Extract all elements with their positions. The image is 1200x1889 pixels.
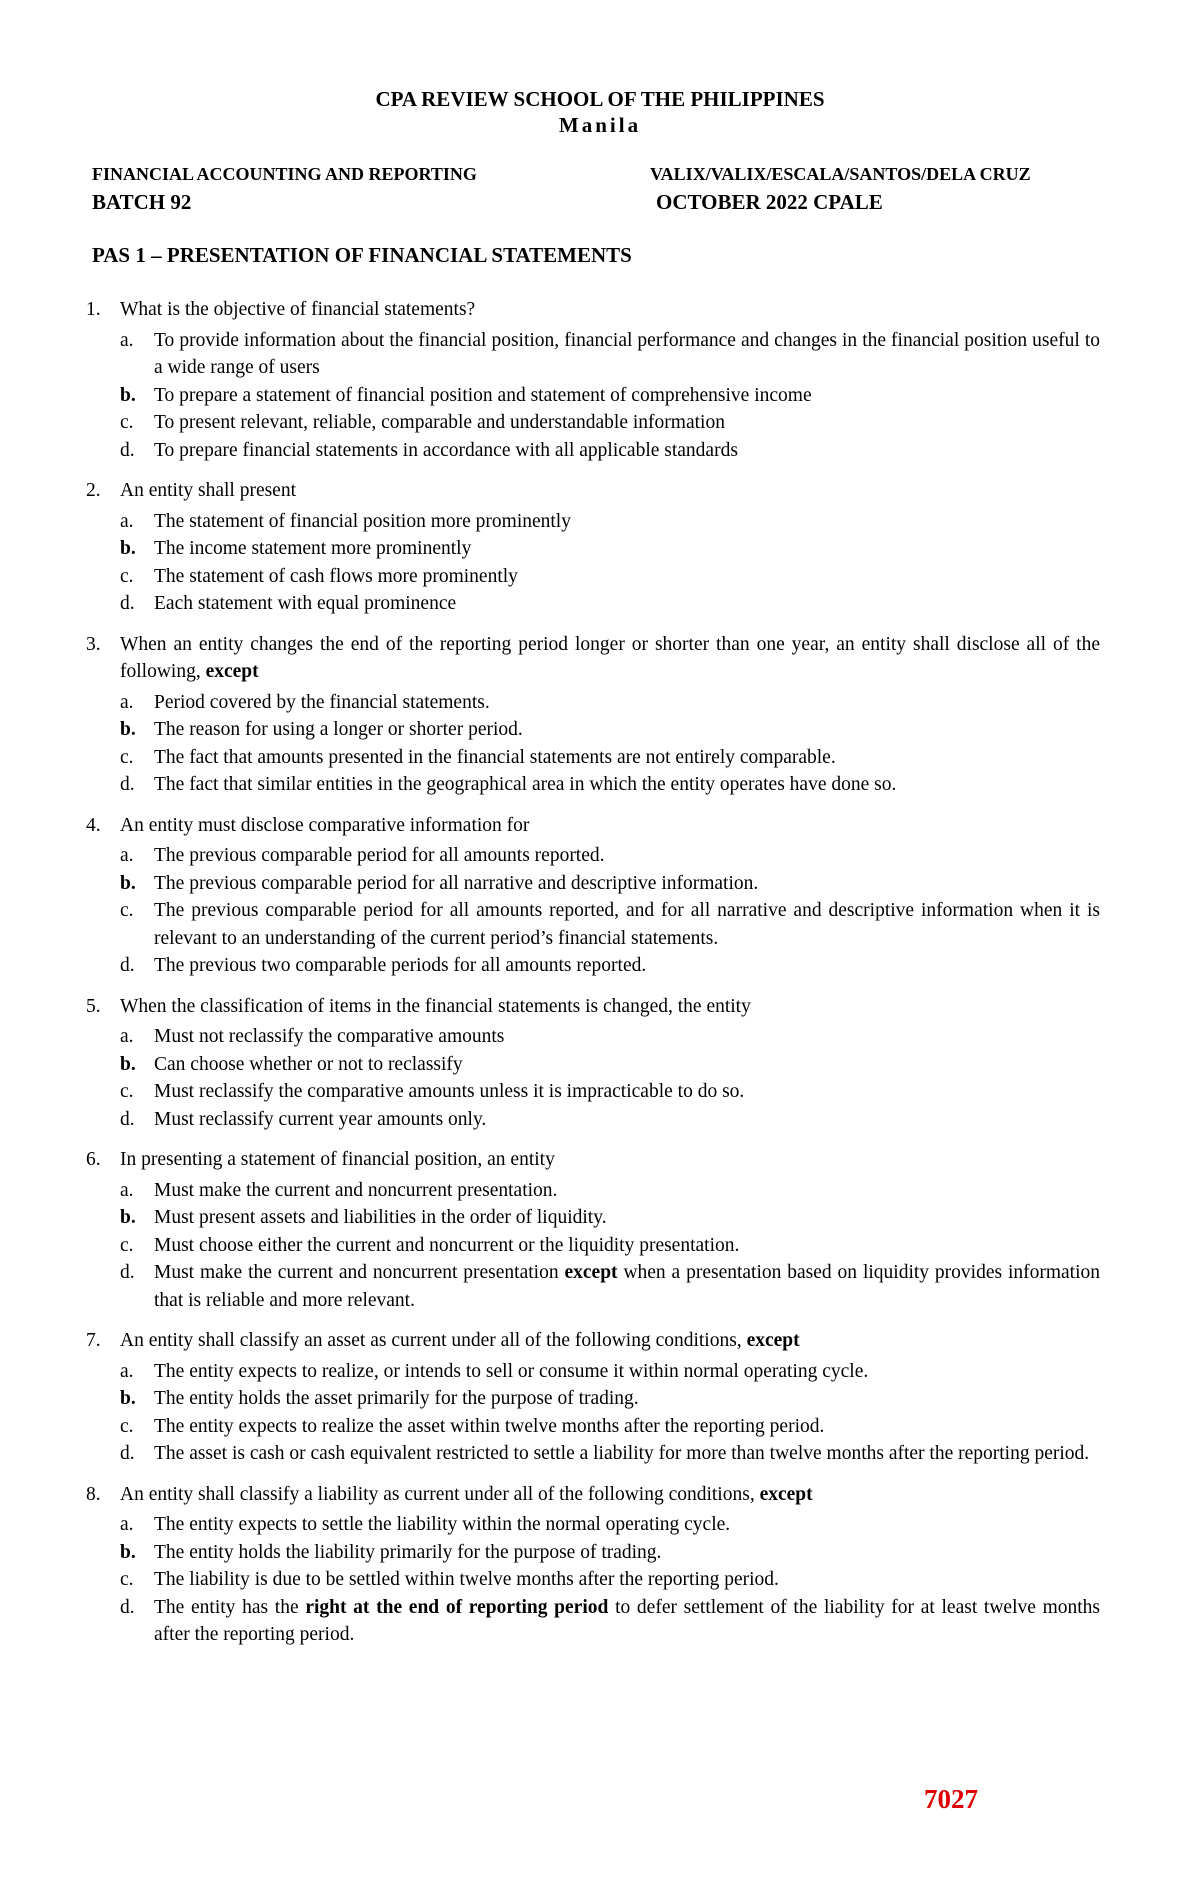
question-stem-emphasis: except: [205, 661, 259, 682]
option-text: Must reclassify the comparative amounts unless it is impracticable to do so.: [154, 1081, 745, 1102]
option-letter: a.: [120, 845, 134, 866]
option-b: [0, 1385, 1100, 1413]
question-7: [0, 1327, 1200, 1468]
option-a: [0, 842, 1100, 870]
option-d: [0, 1106, 1100, 1134]
question-stem-text: An entity shall classify a liability as current under all of the following conditions,: [120, 1483, 755, 1505]
page-number: 7027: [924, 1784, 978, 1814]
option-text: To prepare financial statements in accordance with all applicable standards: [154, 439, 738, 461]
option-letter: d.: [120, 955, 135, 976]
subject-name: FINANCIAL ACCOUNTING AND REPORTING: [92, 164, 477, 184]
option-text: The fact that amounts presented in the financial statements are not entirely comparable.: [154, 746, 836, 768]
option-d: [0, 590, 1100, 618]
option-list: [0, 1358, 1200, 1468]
question-number: 8.: [86, 1483, 101, 1505]
option-a: [0, 1177, 1100, 1205]
option-text: Must choose either the current and noncurrent or the liquidity presentation.: [154, 1234, 740, 1256]
option-letter: b.: [120, 384, 136, 406]
option-text: Must make the current and noncurrent presentation: [154, 1262, 559, 1283]
option-text-emphasis: right at the end of reporting period: [305, 1596, 609, 1618]
option-letter: c.: [120, 1415, 134, 1437]
question-2: [0, 477, 1200, 618]
question-stem: [0, 993, 1100, 1021]
question-4: [0, 812, 1200, 980]
option-c: [0, 744, 1100, 772]
option-text: The entity holds the asset primarily for the purpose of trading.: [154, 1388, 639, 1409]
option-list: [0, 327, 1200, 465]
option-letter: c.: [120, 1081, 134, 1102]
option-c: [0, 1078, 1100, 1106]
question-stem: [0, 1481, 1100, 1509]
option-text: The previous two comparable periods for all amounts reported.: [154, 955, 647, 976]
option-letter: b.: [120, 1207, 136, 1228]
question-stem: [0, 296, 1100, 324]
option-letter: d.: [120, 1596, 135, 1618]
question-stem-emphasis: except: [746, 1330, 800, 1351]
option-letter: d.: [120, 593, 135, 614]
option-letter: a.: [120, 691, 134, 713]
batch-label: BATCH 92: [92, 190, 192, 214]
option-text: The entity holds the liability primarily for the purpose of trading.: [154, 1541, 662, 1563]
option-a: [0, 689, 1100, 717]
option-text: The entity expects to settle the liability within the normal operating cycle.: [154, 1514, 731, 1535]
question-list: [0, 296, 1200, 1662]
option-text: The liability is due to be settled within twelve months after the reporting period.: [154, 1569, 779, 1590]
option-letter: a.: [120, 1514, 134, 1535]
option-b: [0, 870, 1100, 898]
option-letter: c.: [120, 900, 134, 921]
option-d: [0, 952, 1100, 980]
option-letter: a.: [120, 1026, 134, 1047]
option-letter: d.: [120, 1443, 135, 1464]
question-stem: [0, 1146, 1100, 1174]
section-title: PAS 1 – PRESENTATION OF FINANCIAL STATEMENTS: [92, 243, 632, 267]
option-text: when a presentation based on liquidity provides information that is reliable and more relevant.: [154, 1262, 1101, 1311]
option-letter: c.: [120, 1234, 134, 1256]
option-a: [0, 508, 1100, 536]
school-name: CPA REVIEW SCHOOL OF THE PHILIPPINES: [375, 87, 825, 111]
question-stem-text: An entity shall present: [120, 480, 297, 501]
option-b: [0, 535, 1100, 563]
option-b: [0, 1539, 1100, 1567]
option-letter: a.: [120, 329, 134, 351]
option-c: [0, 1232, 1100, 1260]
option-list: [0, 1177, 1200, 1315]
option-letter: c.: [120, 412, 134, 433]
question-stem-text: When the classification of items in the financial statements is changed, the entity: [120, 995, 751, 1017]
option-c: [0, 563, 1100, 591]
question-number: 1.: [86, 299, 101, 320]
option-text: To provide information about the financial position, financial performance and changes in the financial position useful to a wide range of users: [154, 329, 1100, 378]
question-number: 5.: [86, 995, 101, 1017]
option-a: [0, 1358, 1100, 1386]
option-letter: b.: [120, 872, 136, 894]
option-text: The statement of cash flows more prominently: [154, 565, 518, 587]
option-letter: c.: [120, 746, 134, 768]
option-a: [0, 1023, 1100, 1051]
question-stem-text: An entity shall classify an asset as current under all of the following conditions,: [120, 1330, 742, 1351]
option-b: [0, 716, 1100, 744]
option-text: Must not reclassify the comparative amounts: [154, 1026, 505, 1047]
option-list: [0, 689, 1200, 799]
option-text: The reason for using a longer or shorter period.: [154, 719, 523, 740]
option-text: Must make the current and noncurrent presentation.: [154, 1179, 558, 1201]
option-list: [0, 842, 1200, 980]
option-a: [0, 1511, 1100, 1539]
option-letter: a.: [120, 510, 134, 532]
question-number: 2.: [86, 480, 101, 501]
city-name: Manila: [558, 113, 642, 137]
option-b: [0, 1204, 1100, 1232]
exam-label: OCTOBER 2022 CPALE: [656, 190, 883, 214]
option-a: [0, 327, 1100, 382]
option-text: Each statement with equal prominence: [154, 593, 457, 614]
option-c: [0, 897, 1100, 952]
option-text: The income statement more prominently: [154, 538, 472, 559]
option-letter: a.: [120, 1179, 134, 1201]
option-letter: d.: [120, 439, 135, 461]
question-6: [0, 1146, 1200, 1314]
option-text: The entity has the: [154, 1596, 299, 1618]
option-letter: c.: [120, 565, 134, 587]
question-stem: [0, 1327, 1100, 1355]
option-letter: b.: [120, 1053, 136, 1075]
option-d: [0, 771, 1100, 799]
option-c: [0, 409, 1100, 437]
question-stem-emphasis: except: [759, 1483, 813, 1505]
option-d: [0, 1259, 1100, 1314]
option-text: The fact that similar entities in the geographical area in which the entity operates have done so.: [154, 774, 897, 795]
option-letter: c.: [120, 1569, 134, 1590]
option-text: The previous comparable period for all narrative and descriptive information.: [154, 872, 759, 894]
option-text: to defer settlement of the liability for at least twelve months after the reporting period.: [154, 1596, 1101, 1645]
option-c: [0, 1566, 1100, 1594]
option-list: [0, 508, 1200, 618]
option-letter: b.: [120, 1388, 136, 1409]
question-stem-text: What is the objective of financial statements?: [120, 299, 476, 320]
option-text: Can choose whether or not to reclassify: [154, 1053, 463, 1075]
option-list: [0, 1023, 1200, 1133]
option-list: [0, 1511, 1200, 1649]
option-b: [0, 382, 1100, 410]
option-text: Must present assets and liabilities in the order of liquidity.: [154, 1207, 607, 1228]
option-text: The entity expects to realize, or intends to sell or consume it within normal operating cycle.: [154, 1360, 869, 1382]
option-b: [0, 1051, 1100, 1079]
option-letter: b.: [120, 1541, 136, 1563]
question-number: 7.: [86, 1330, 101, 1351]
option-text: The asset is cash or cash equivalent restricted to settle a liability for more than twelve months after the reporting period.: [154, 1443, 1090, 1464]
question-3: [0, 631, 1200, 799]
option-letter: b.: [120, 538, 136, 559]
question-number: 3.: [86, 633, 101, 655]
option-letter: a.: [120, 1360, 134, 1382]
option-text: The previous comparable period for all amounts reported, and for all narrative and descriptive information when it is relevant to an understanding of the current period’s financial statements.: [154, 900, 1100, 949]
option-letter: d.: [120, 1262, 135, 1283]
question-5: [0, 993, 1200, 1134]
authors: VALIX/VALIX/ESCALA/SANTOS/DELA CRUZ: [650, 164, 1031, 184]
option-text: The statement of financial position more prominently: [154, 510, 571, 532]
option-text: The entity expects to realize the asset within twelve months after the reporting period.: [154, 1415, 825, 1437]
option-text: To present relevant, reliable, comparable and understandable information: [154, 412, 725, 433]
option-text: Must reclassify current year amounts only.: [154, 1108, 487, 1130]
option-letter: d.: [120, 774, 135, 795]
question-stem-text: In presenting a statement of financial position, an entity: [120, 1149, 555, 1170]
option-c: [0, 1413, 1100, 1441]
option-d: [0, 437, 1100, 465]
option-text: To prepare a statement of financial position and statement of comprehensive income: [154, 384, 812, 406]
question-1: [0, 296, 1200, 464]
option-d: [0, 1594, 1100, 1649]
option-text: Period covered by the financial statements.: [154, 691, 490, 713]
question-8: [0, 1481, 1200, 1649]
option-text-emphasis: except: [564, 1262, 618, 1283]
option-text: The previous comparable period for all amounts reported.: [154, 845, 605, 866]
question-number: 4.: [86, 814, 101, 836]
question-stem-text: When an entity changes the end of the reporting period longer or shorter than one year, an entity shall disclose all of the following,: [120, 633, 1100, 682]
question-stem-text: An entity must disclose comparative information for: [120, 814, 530, 836]
option-d: [0, 1440, 1100, 1468]
option-letter: d.: [120, 1108, 135, 1130]
option-letter: b.: [120, 719, 136, 740]
question-stem: [0, 631, 1100, 686]
question-number: 6.: [86, 1149, 101, 1170]
question-stem: [0, 812, 1100, 840]
question-stem: [0, 477, 1100, 505]
